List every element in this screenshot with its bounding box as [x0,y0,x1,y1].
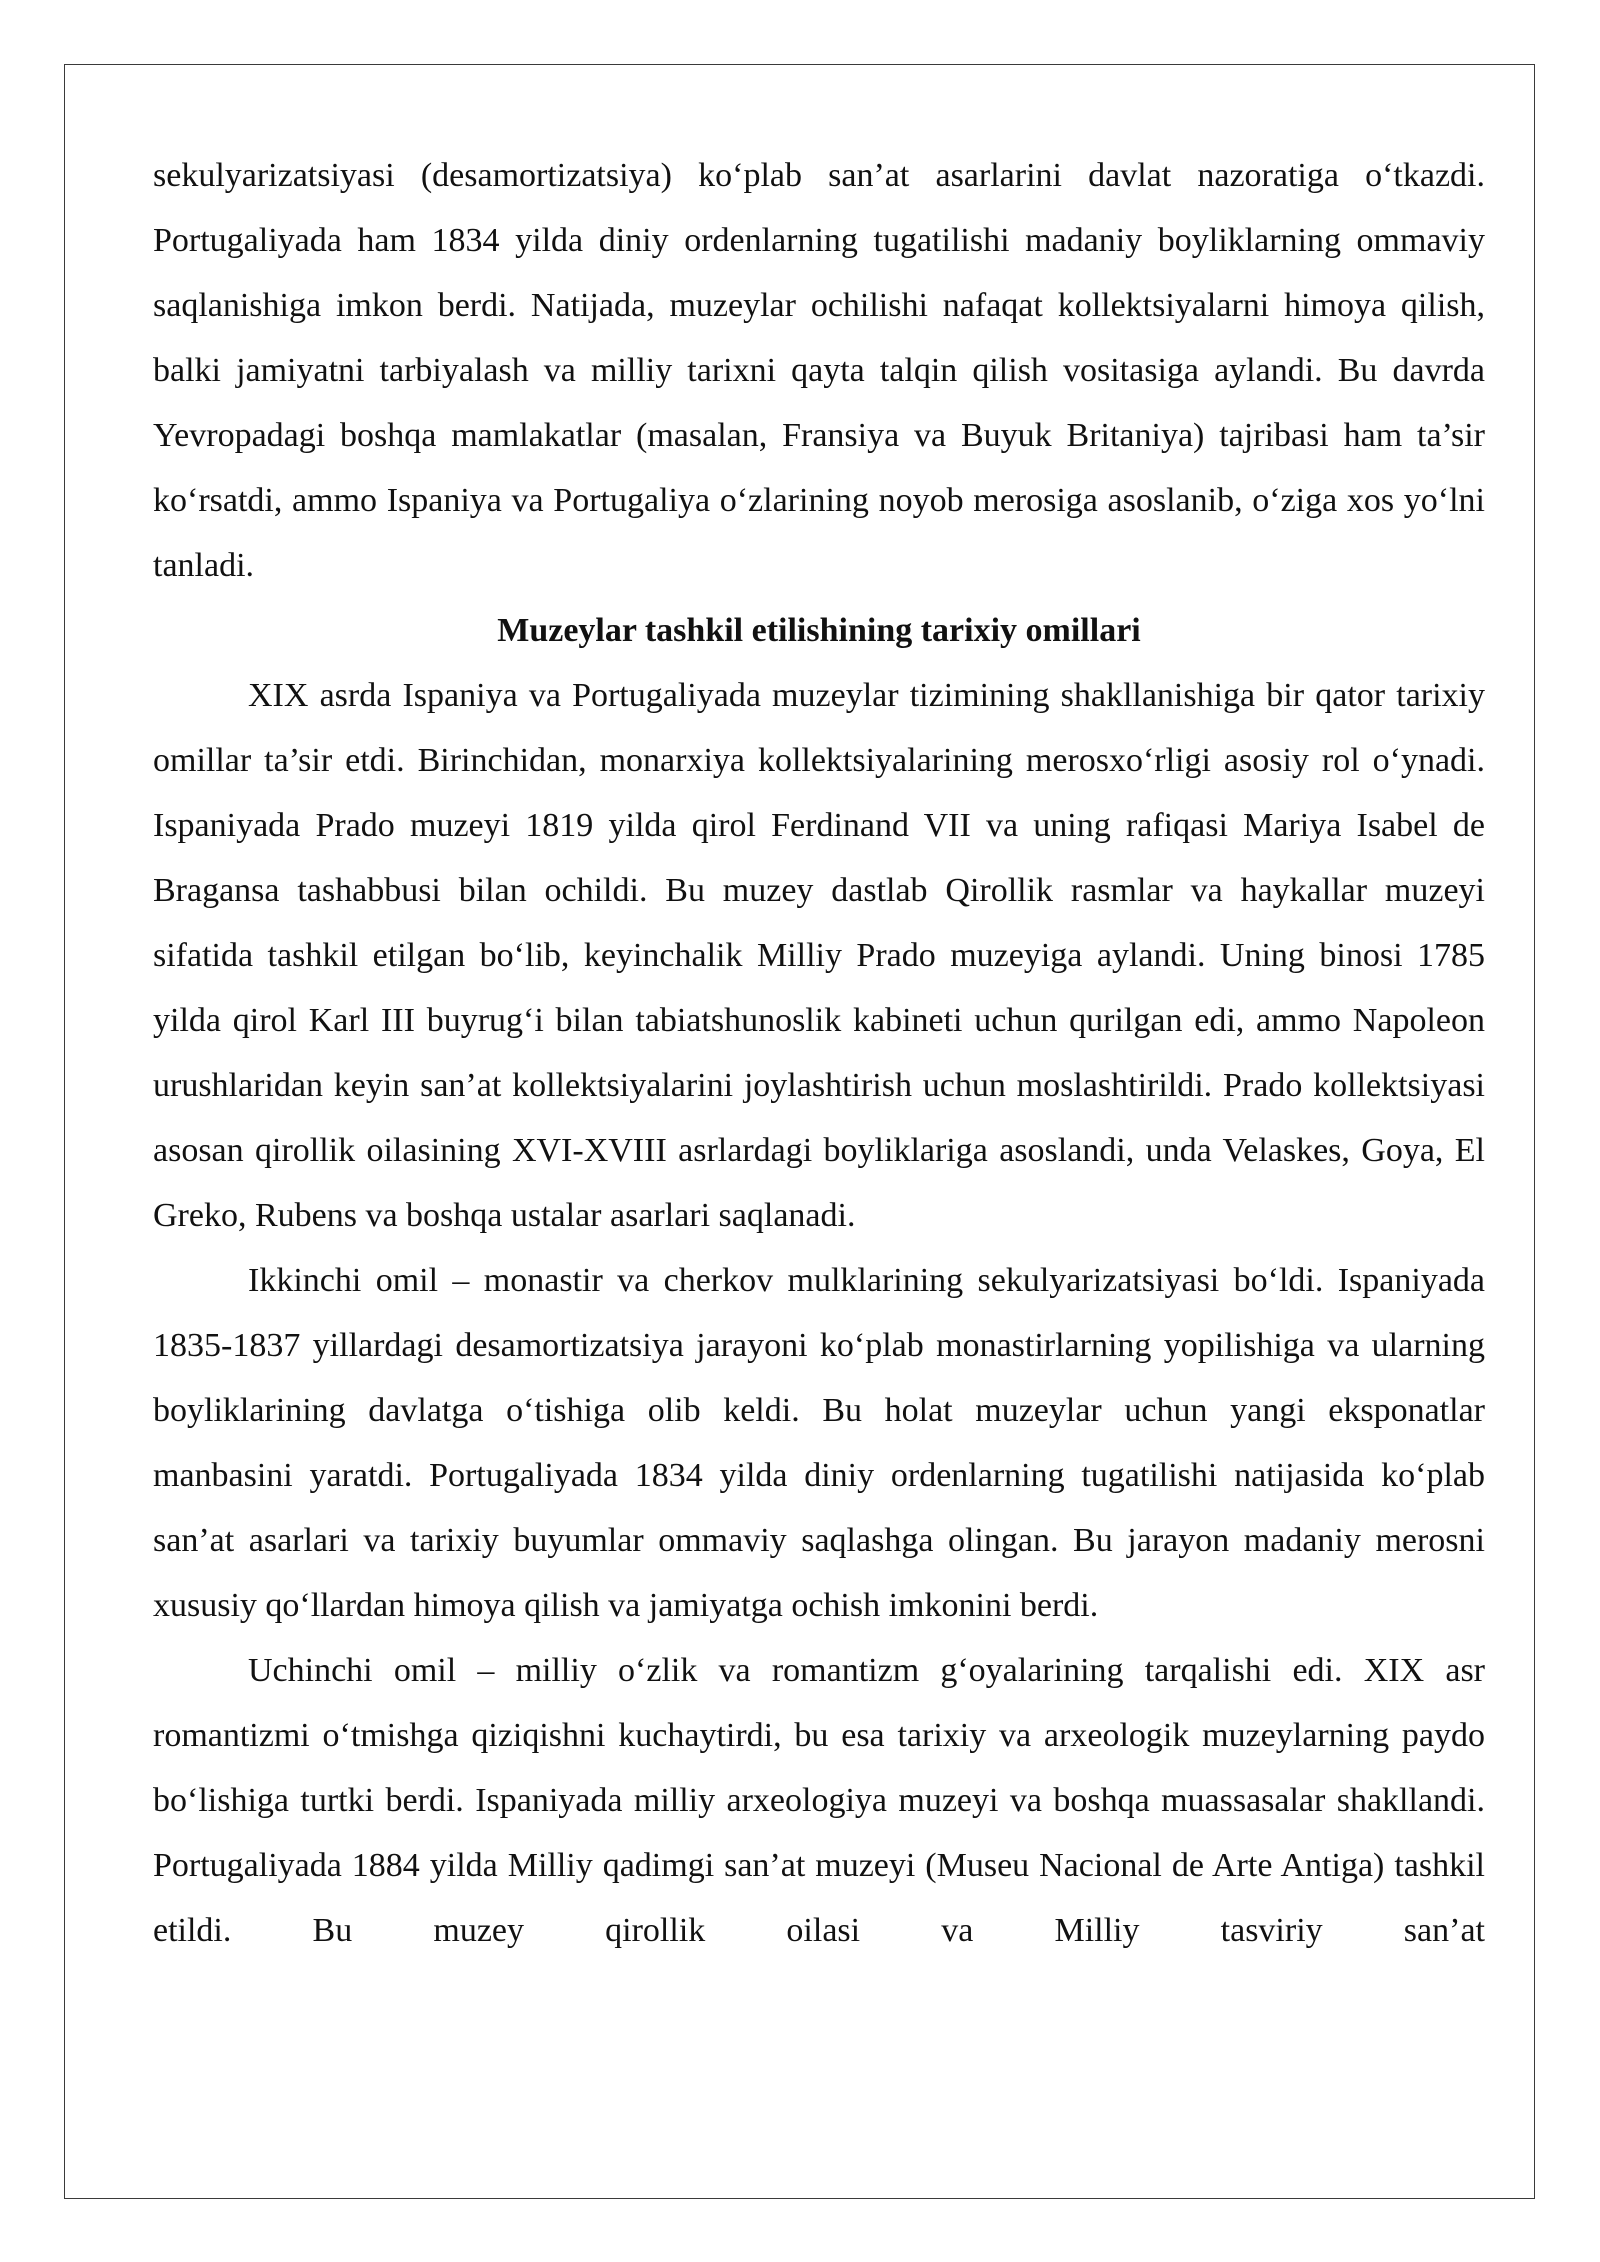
paragraph-continuation: sekulyarizatsiyasi (desamortizatsiya) ko‘plab san’at asarlarini davlat nazoratiga o‘tkazdi. Portugaliyada ham 1834 yilda diniy ordenlarning tugatilishi madaniy boyliklarning ommaviy saqlanishiga imkon berdi. Natijada, muzeylar ochilishi nafaqat kollektsiyalarni himoya qilish, balki jamiyatni tarbiyalash va milliy tarixni qayta talqin qilish vositasiga aylandi. Bu davrda Yevropadagi boshqa mamlakatlar (masalan, Fransiya va Buyuk Britaniya) tajribasi ham ta’sir ko‘rsatdi, ammo Ispaniya va Portugaliya o‘zlarining noyob merosiga asoslanib, o‘ziga xos yo‘lni tanladi. [153,157,1485,584]
document-body [153,143,1485,1963]
paragraph-third-factor: Uchinchi omil – milliy o‘zlik va romantizm g‘oyalarining tarqalishi edi. XIX asr romantizmi o‘tmishga qiziqishni kuchaytirdi, bu esa tarixiy va arxeologik muzeylarning paydo bo‘lishiga turtki berdi. Ispaniyada milliy arxeologiya muzeyi va boshqa muassasalar shakllandi. Portugaliyada 1884 yilda Milliy qadimgi san’at muzeyi (Museu Nacional de Arte Antiga) tashkil etildi. Bu muzey qirollik oilasi va Milliy tasviriy san’at [153,1652,1485,1949]
section-heading: Muzeylar tashkil etilishining tarixiy omillari [497,612,1141,649]
paragraph-factors-intro: XIX asrda Ispaniya va Portugaliyada muzeylar tizimining shakllanishiga bir qator tarixiy omillar ta’sir etdi. Birinchidan, monarxiya kollektsiyalarining merosxo‘rligi asosiy rol o‘ynadi. Ispaniyada Prado muzeyi 1819 yilda qirol Ferdinand VII va uning rafiqasi Mariya Isabel de Bragansa tashabbusi bilan ochildi. Bu muzey dastlab Qirollik rasmlar va haykallar muzeyi sifatida tashkil etilgan bo‘lib, keyinchalik Milliy Prado muzeyiga aylandi. Uning binosi 1785 yilda qirol Karl III buyrug‘i bilan tabiatshunoslik kabineti uchun qurilgan edi, ammo Napoleon urushlaridan keyin san’at kollektsiyalarini joylashtirish uchun moslashtirildi. Prado kollektsiyasi asosan qirollik oilasining XVI-XVIII asrlardagi boyliklariga asoslandi, unda Velaskes, Goya, El Greko, Rubens va boshqa ustalar asarlari saqlanadi. [153,677,1485,1234]
paragraph-second-factor: Ikkinchi omil – monastir va cherkov mulklarining sekulyarizatsiyasi bo‘ldi. Ispaniyada 1835-1837 yillardagi desamortizatsiya jarayoni ko‘plab monastirlarning yopilishiga va ularning boyliklarining davlatga o‘tishiga olib keldi. Bu holat muzeylar uchun yangi eksponatlar manbasini yaratdi. Portugaliyada 1834 yilda diniy ordenlarning tugatilishi natijasida ko‘plab san’at asarlari va tarixiy buyumlar ommaviy saqlashga olingan. Bu jarayon madaniy merosni xususiy qo‘llardan himoya qilish va jamiyatga ochish imkonini berdi. [153,1262,1485,1624]
